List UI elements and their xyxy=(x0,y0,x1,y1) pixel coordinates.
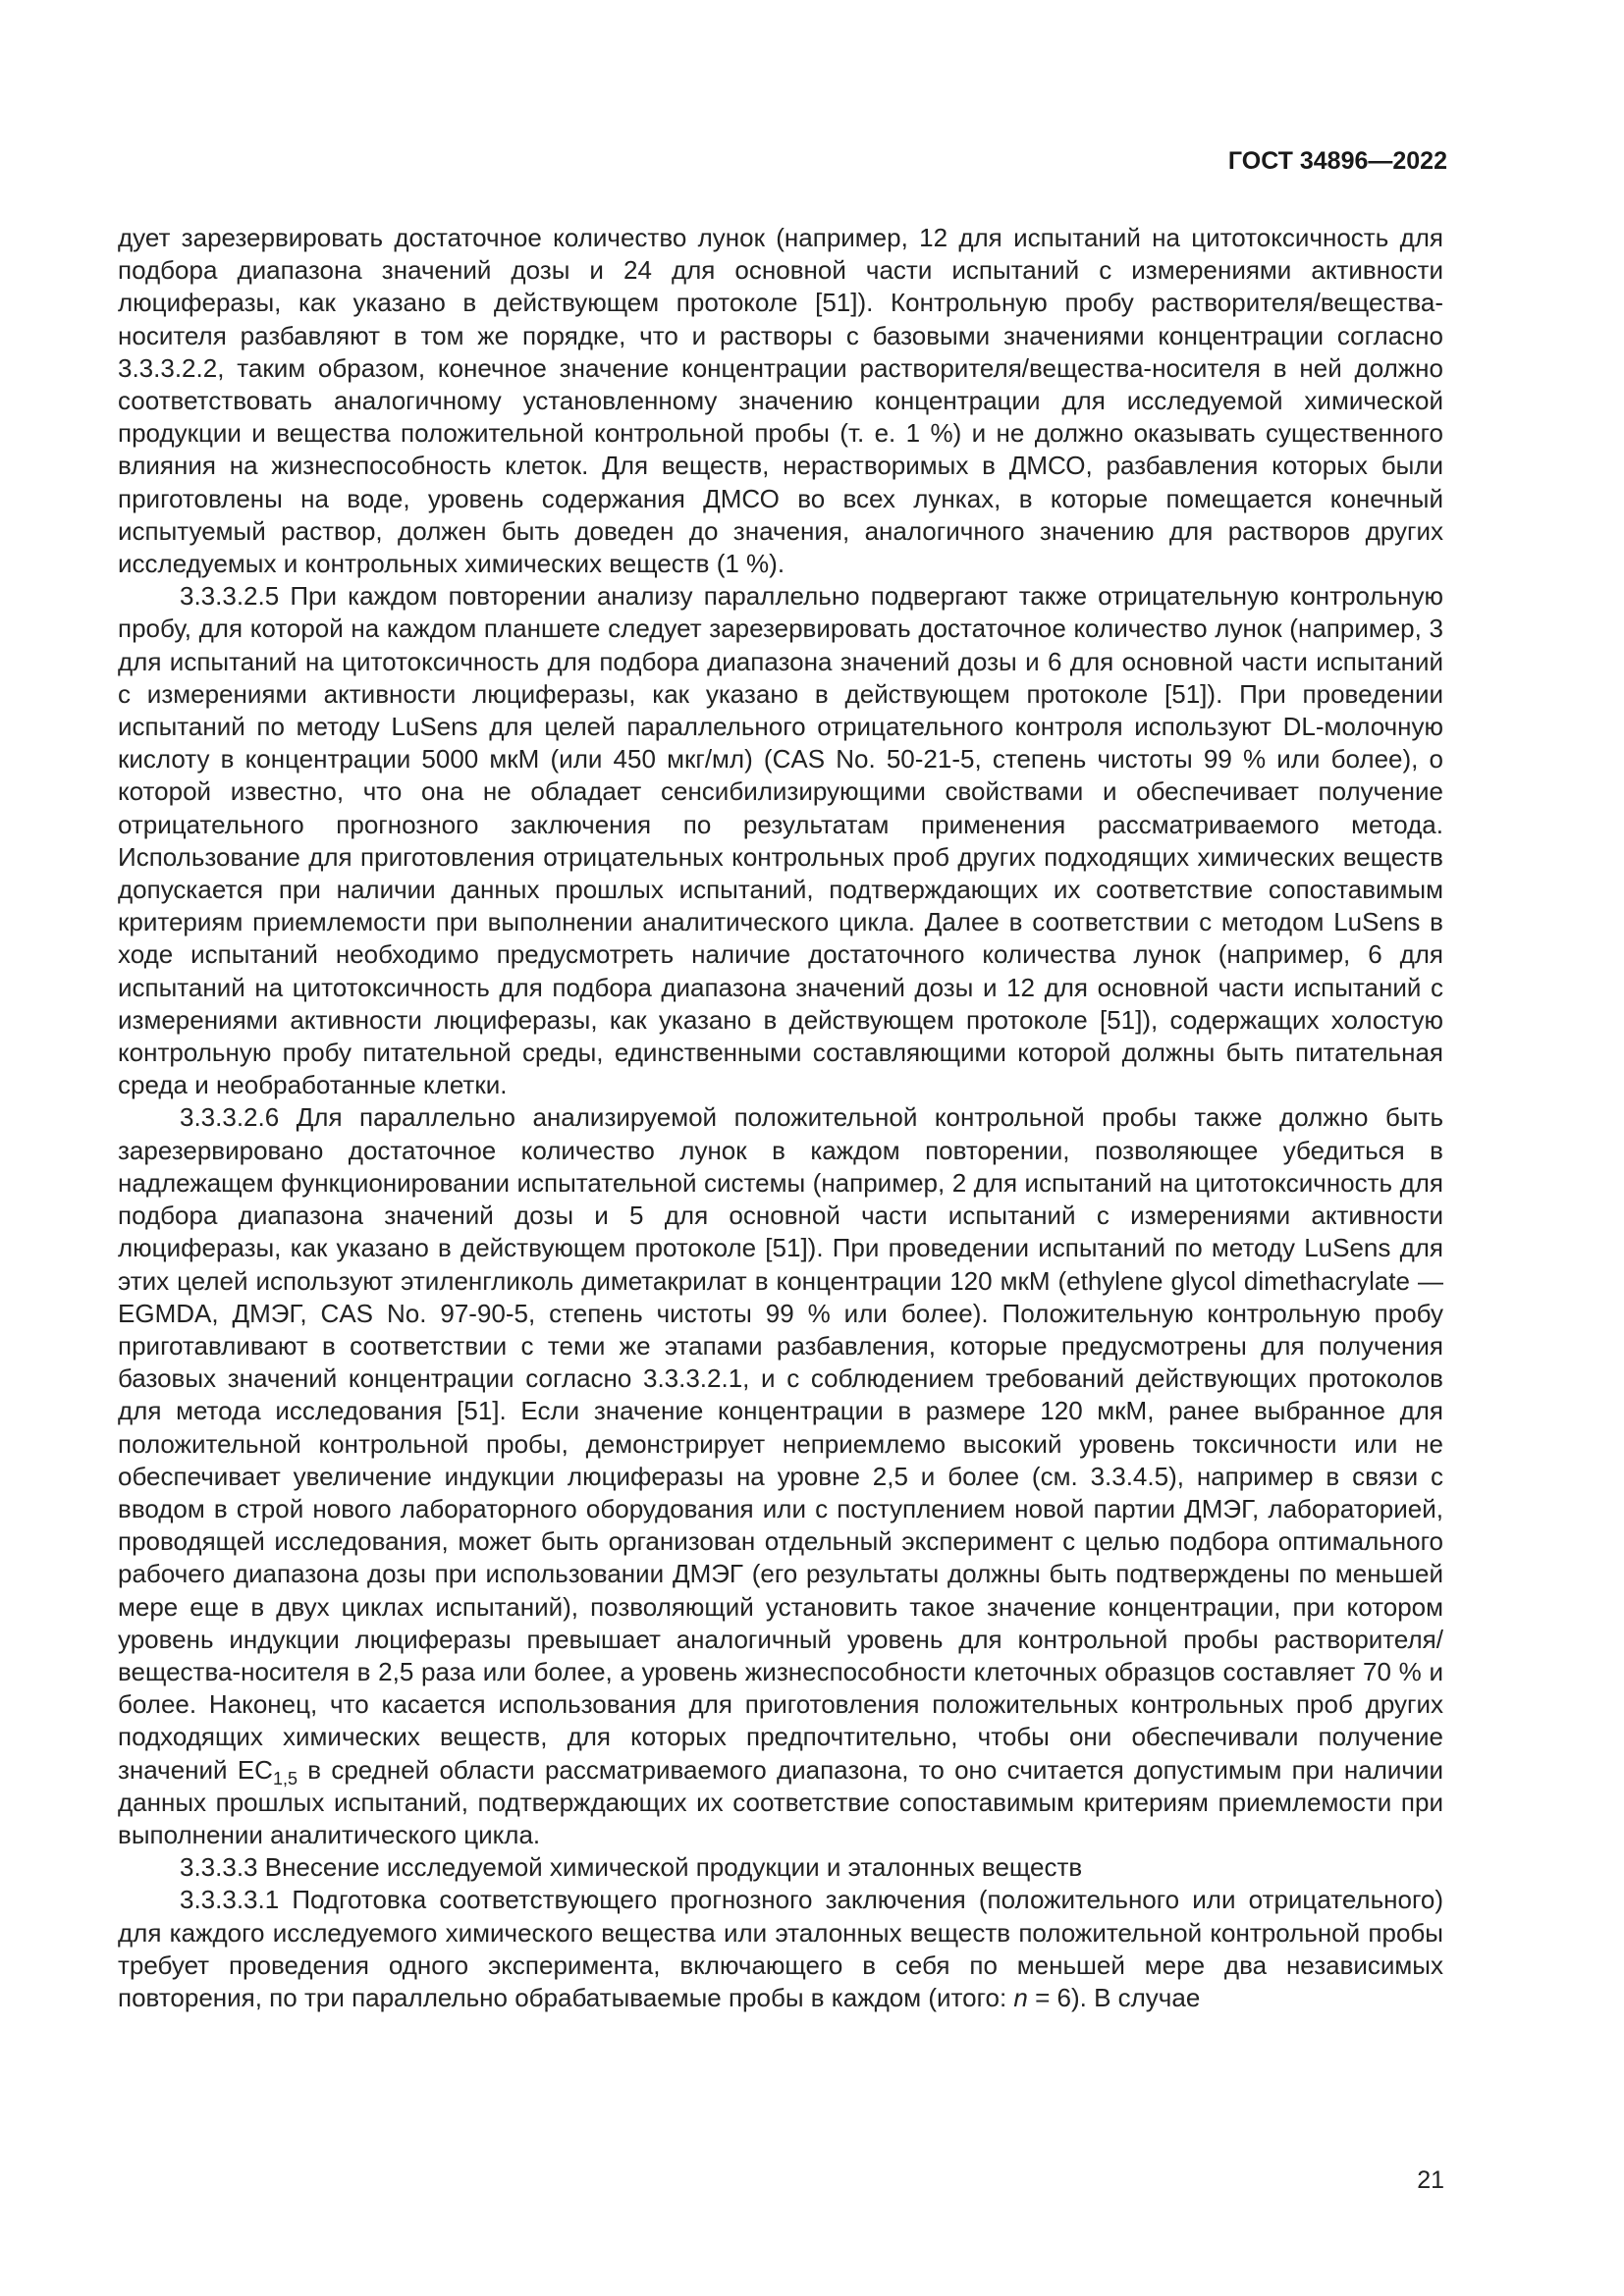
section-heading-3-3-3-3: 3.3.3.3 Внесение исследуемой химической продукции и эталонных веществ xyxy=(180,1852,1083,1883)
page-number: 21 xyxy=(1417,2166,1444,2194)
paragraph-continuation: дует зарезервировать достаточное количество лунок (например, 12 для испытаний на цитотоксичность для подбора диапазона значений дозы и 24 для основной части испытаний с измерениями активности люциферазы, как указано в действующем протоколе [51]). Контрольную пробу растворителя/вещества-носителя разбавляют в том же порядке, что и растворы с базовыми значениями концентрации согласно 3.3.3.2.2, таким образом, конечное значение концентрации растворителя/вещества-носителя в ней должно соответствовать аналогичному установленному значению концентрации для исследуемой химической продукции и вещества положительной контрольной пробы (т. е. 1 %) и не должно оказывать существенного влияния на жизнеспособность клеток. Для веществ, нерастворимых в ДМСО, разбавления которых были приготовлены на воде, уровень содержания ДМСО во всех лунках, в которые помещается конечный испытуемый раствор, должен быть доведен до значения, аналогичного значению для растворов других исследуемых и контрольных химических веществ (1 %). xyxy=(118,223,1443,579)
paragraph-3-3-3-3-1 xyxy=(118,1884,1443,2014)
paragraph-3-3-3-2-6-text: 3.3.3.2.6 Для параллельно анализируемой положительной контрольной пробы также должно быть зарезервировано достаточное количество лунок в каждом повторении, позволяющее убедиться в надлежащем функционировании испытательной системы (например, 2 для испытаний на цитотоксичность для подбора диапазона значений дозы и 5 для основной части испытаний с измерениями активности люциферазы, как указано в действующем протоколе [51]). При проведении испытаний по методу LuSens для этих целей используют этиленгликоль диметакрилат в концентрации 120 мкМ (ethylene glycol dimethacrylate — EGMDA, ДМЭГ, CAS No. 97-90-5, степень чистоты 99 % или более). Положительную контрольную пробу приготавливают в соответствии с теми же этапами разбавления, которые предусмотрены для получения базовых значений концентрации согласно 3.3.3.2.1, и с соблюдением требований действующих протоколов для метода исследования [51]. Если значение концентрации в размере 120 мкМ, ранее выбранное для положительной контрольной пробы, демонстрирует неприемлемо высокий уровень токсичности или не обеспечивает увеличение индукции люциферазы на уровне 2,5 и более (см. 3.3.4.5), например в связи с вводом в строй нового лабораторного оборудования или с поступлением новой партии ДМЭГ, лабораторией, проводящей исследования, может быть организован отдельный эксперимент с целью подбора оптимального рабочего диапазона дозы при использовании ДМЭГ (его результаты должны быть подтверждены по меньшей мере еще в двух циклах испытаний), позволяющий установить такое значение концентрации, при котором уровень индукции люциферазы превышает аналогичный уровень для контрольной пробы растворителя/вещества-носителя в 2,5 раза или более, а уровень жизнеспособности клеточных образцов составляет 70 % и более. Наконец, что касается использования для приготовления положительных контрольных проб других подходящих химических веществ, для которых предпочтительно, чтобы они обеспечивали получение значений EC xyxy=(118,1102,1443,1785)
paragraph-3-3-3-2-5: 3.3.3.2.5 При каждом повторении анализу параллельно подвергают также отрицательную контрольную пробу, для которой на каждом планшете следует зарезервировать достаточное количество лунок (например, 3 для испытаний на цитотоксичность для подбора диапазона значений дозы и 6 для основной части испытаний с измерениями активности люциферазы, как указано в действующем протоколе [51]). При проведении испытаний по методу LuSens для целей параллельного отрицательного контроля используют DL-молочную кислоту в концентрации 5000 мкМ (или 450 мкг/мл) (CAS No. 50-21-5, степень чистоты 99 % или более), о которой известно, что она не обладает сенсибилизирующими свойствами и обеспечивает получение отрицательного прогнозного заключения по результатам применения рассматриваемого метода. Использование для приготовления отрицательных контрольных проб других подходящих химических веществ допускается при наличии данных прошлых испытаний, подтверждающих их соответствие сопоставимым критериям приемлемости при выполнении аналитического цикла. Далее в соответствии с методом LuSens в ходе испытаний необходимо предусмотреть наличие достаточного количества лунок (например, 6 для испытаний на цитотоксичность для подбора диапазона значений дозы и 12 для основной части испытаний с измерениями активности люциферазы, как указано в действующем протоколе [51]), содержащих холостую контрольную пробу питательной среды, единственными составляющими которой должны быть питательная среда и необработанные клетки. xyxy=(118,581,1443,1100)
ec-subscript: 1,5 xyxy=(272,1768,298,1789)
variable-n: n xyxy=(1013,1982,1028,2012)
paragraph-3-3-3-2-6-tail: в средней области рассматриваемого диапазона, то оно считается допустимым при наличии данных прошлых испытаний, подтверждающих их соответствие сопоставимым критериям приемлемости при выполнении аналитического цикла. xyxy=(118,1754,1444,1849)
paragraph-3-3-3-3-1-tail: = 6). В случае xyxy=(1027,1982,1201,2012)
paragraph-3-3-3-2-6 xyxy=(118,1101,1443,1851)
document-body xyxy=(118,222,1443,2014)
document-header: ГОСТ 34896—2022 xyxy=(1227,147,1447,175)
paragraph-3-3-3-3-1-text: 3.3.3.3.1 Подготовка соответствующего прогнозного заключения (положительного или отрицательного) для каждого исследуемого химического вещества или эталонных веществ положительной контрольной пробы требует проведения одного эксперимента, включающего в себя по меньшей мере два независимых повторения, по три параллельно обрабатываемые пробы в каждом (итого: xyxy=(118,1885,1443,2012)
